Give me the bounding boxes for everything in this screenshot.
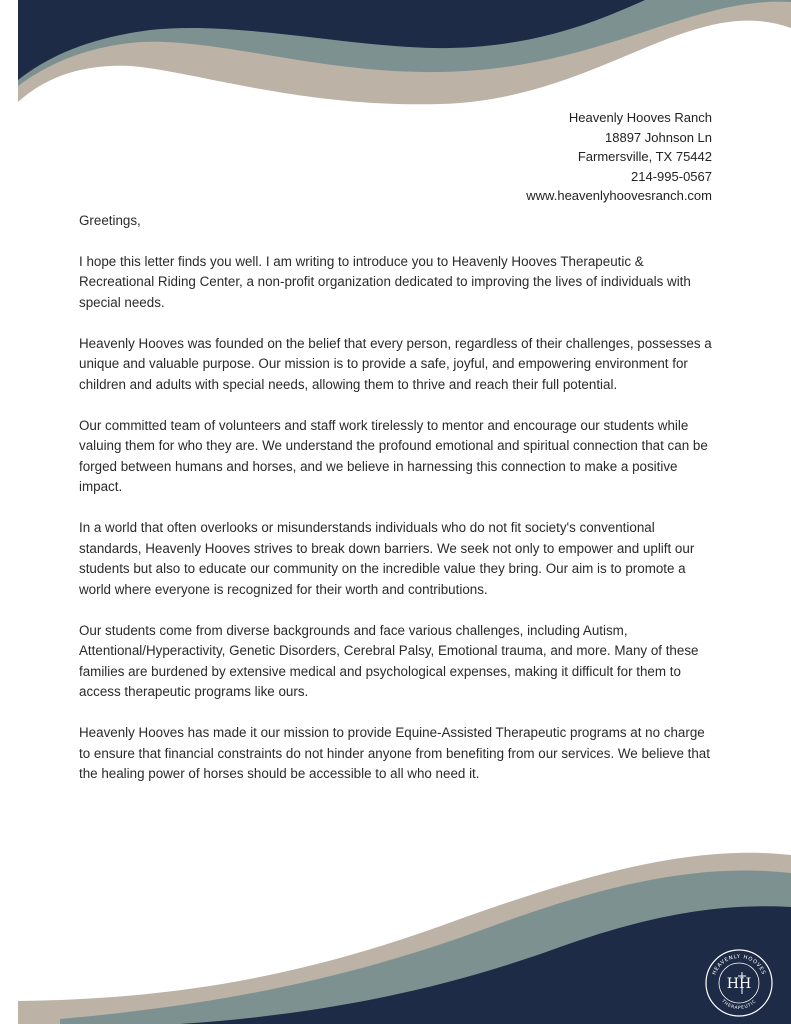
svg-text:THERAPEUTIC	[719, 998, 757, 1011]
svg-text:HEAVENLY HOOVES	[711, 954, 766, 976]
sender-website: www.heavenlyhoovesranch.com	[526, 188, 712, 203]
logo-ring-text-bottom: THERAPEUTIC	[720, 998, 758, 1012]
letter-paragraph-1: I hope this letter finds you well. I am writing to introduce you to Heavenly Hooves Therapeutic & Recreational Riding Center, a non-profit organization dedicated to improving the lives of individuals with special needs.	[79, 253, 691, 310]
letter-paragraph-5: Our students come from diverse backgrounds and face various challenges, including Autism, Attentional/Hyperactivity, Genetic Disorders, Cerebral Palsy, Emotional trauma, and more. Many of these families are burdened by extensive medical and psychological expenses, making it difficult for them to access therapeutic programs like ours.	[79, 622, 699, 699]
sender-city-state-zip: Farmersville, TX 75442	[577, 149, 712, 164]
sender-name: Heavenly Hooves Ranch	[568, 110, 712, 125]
sender-address-block	[526, 108, 712, 206]
sender-phone: 214-995-0567	[631, 168, 712, 184]
top-wave-decoration	[0, 0, 791, 115]
bottom-wave-decoration	[0, 849, 791, 1024]
letter-paragraph-6: Heavenly Hooves has made it our mission to provide Equine-Assisted Therapeutic programs at no charge to ensure that financial constraints do not hinder anyone from benefiting from our services. We believe that the healing power of horses should be accessible to all who need it.	[79, 725, 710, 781]
letter-greeting: Greetings,	[79, 213, 141, 228]
letter-paragraph-3: Our committed team of volunteers and staff work tirelessly to mentor and encourage our students while valuing them for who they are. We understand the profound emotional and spiritual connection that can be forged between humans and horses, and we believe in harnessing this connection to make a positive impact.	[79, 417, 708, 494]
letter-paragraph-2: Heavenly Hooves was founded on the belief that every person, regardless of their challenges, possesses a unique and valuable purpose. Our mission is to provide a safe, joyful, and empowering environment for children and adults with special needs, allowing them to thrive and reach their full potential.	[79, 335, 712, 392]
letter-body	[79, 211, 719, 805]
logo-ring-text-top: HEAVENLY HOOVES	[711, 953, 767, 976]
sender-street: 18897 Johnson Ln	[605, 129, 712, 145]
letter-paragraph-4: In a world that often overlooks or misunderstands individuals who do not fit society's conventional standards, Heavenly Hooves strives to break down barriers. We seek not only to empower and uplift our students but also to educate our community on the incredible value they bring. Our aim is to promote a world where everyone is recognized for their worth and contributions.	[79, 520, 695, 597]
logo-monogram: HH	[726, 976, 752, 992]
heavenly-hooves-logo	[704, 948, 774, 1018]
